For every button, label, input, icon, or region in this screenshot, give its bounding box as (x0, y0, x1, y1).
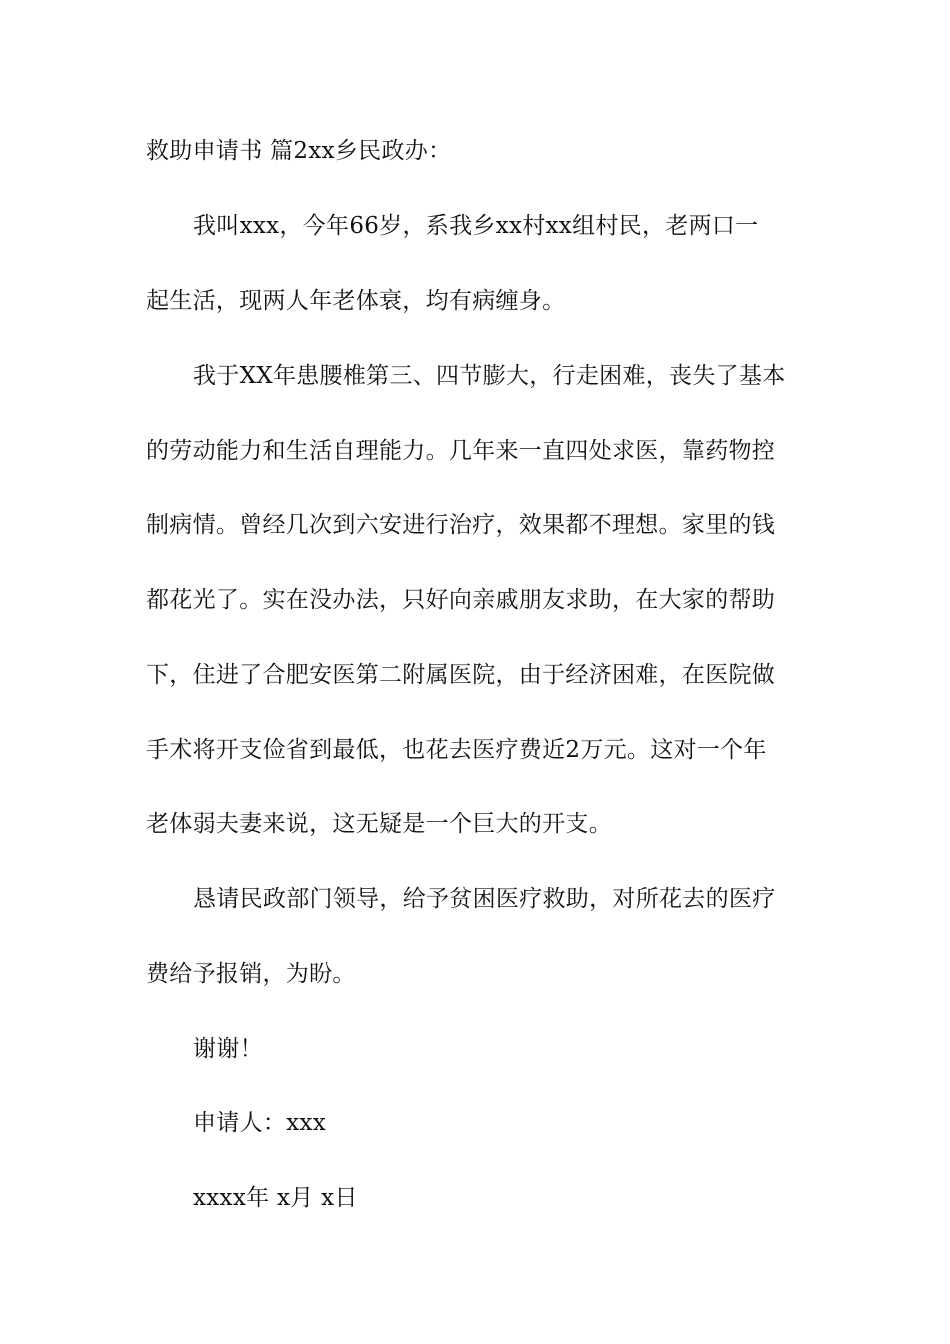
thanks-line: 谢谢！ (193, 1036, 263, 1062)
paragraph-3-line-1: 恳请民政部门领导，给予贫困医疗救助，对所花去的医疗 (193, 886, 776, 912)
paragraph-3-line-2: 费给予报销，为盼。 (146, 961, 356, 987)
paragraph-2-line-2: 的劳动能力和生活自理能力。几年来一直四处求医，靠药物控 (146, 438, 776, 464)
paragraph-2-line-7: 老体弱夫妻来说，这无疑是一个巨大的开支。 (146, 811, 612, 837)
paragraph-2-line-5: 下，住进了合肥安医第二附属医院，由于经济困难，在医院做 (146, 662, 776, 688)
date-line: xxxx年 x月 x日 (193, 1185, 358, 1211)
paragraph-2-line-1: 我于XX年患腰椎第三、四节膨大，行走困难，丧失了基本 (193, 363, 786, 389)
document-heading: 救助申请书 篇2xx乡民政办： (146, 138, 452, 164)
paragraph-1-line-2: 起生活，现两人年老体衰，均有病缠身。 (146, 288, 566, 314)
paragraph-2-line-6: 手术将开支俭省到最低，也花去医疗费近2万元。这对一个年 (146, 737, 767, 763)
paragraph-1-line-1: 我叫xxx，今年66岁，系我乡xx村xx组村民，老两口一 (193, 213, 759, 239)
paragraph-2-line-3: 制病情。曾经几次到六安进行治疗，效果都不理想。家里的钱 (146, 512, 776, 538)
applicant-line: 申请人：xxx (193, 1110, 327, 1136)
paragraph-2-line-4: 都花光了。实在没办法，只好向亲戚朋友求助，在大家的帮助 (146, 587, 776, 613)
